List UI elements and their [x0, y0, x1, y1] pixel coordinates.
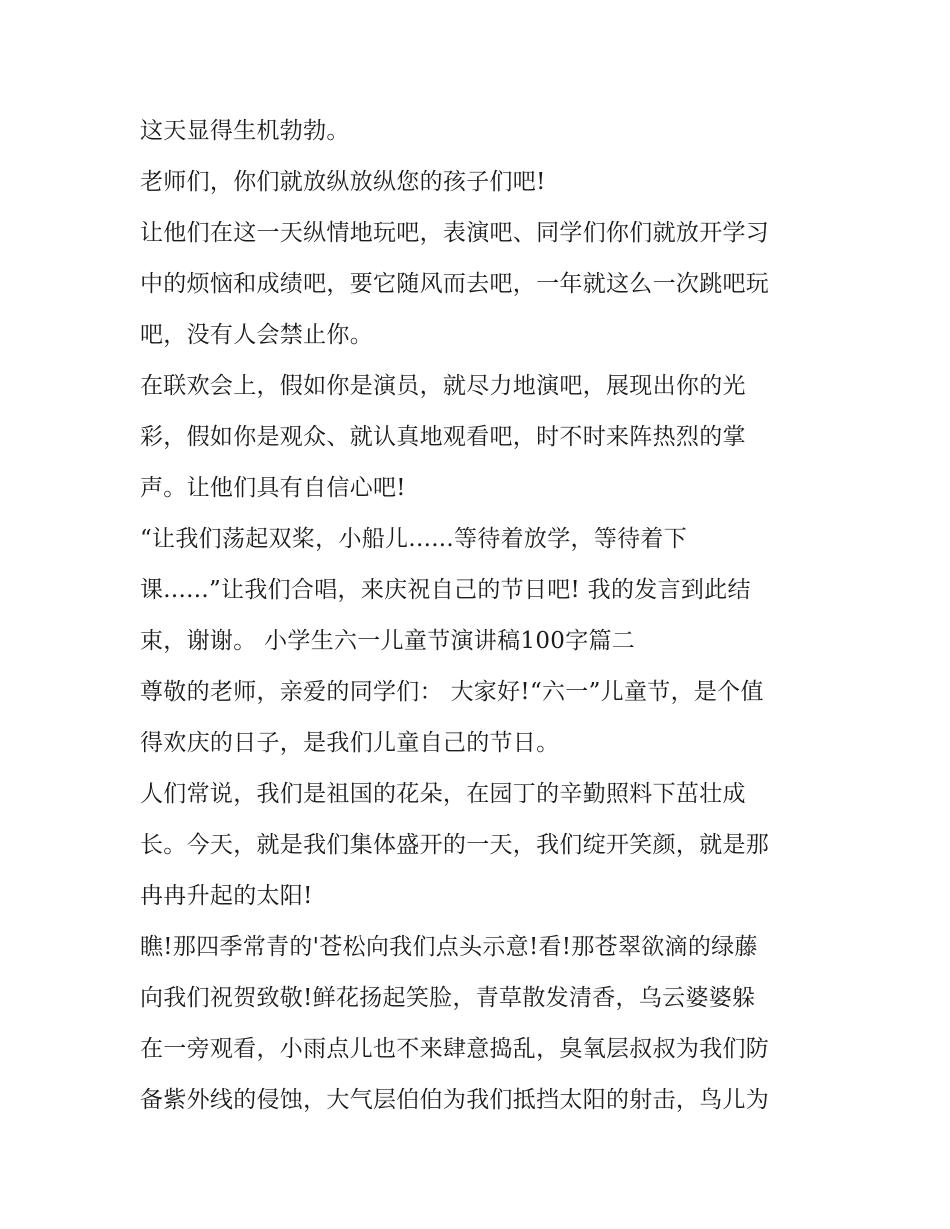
text-line: 中的烦恼和成绩吧，要它随风而去吧，一年就这么一次跳吧玩 [140, 271, 770, 297]
text-line: 在联欢会上，假如你是演员，就尽力地演吧，展现出你的光 [140, 373, 746, 399]
text-line: 瞧!那四季常青的'苍松向我们点头示意!看!那苍翠欲滴的绿藤 [140, 934, 758, 960]
text-line: 向我们祝贺致敬!鲜花扬起笑脸，青草散发清香，乌云婆婆躲 [140, 985, 756, 1011]
text-line: 课......”让我们合唱，来庆祝自己的节日吧! 我的发言到此结 [140, 577, 751, 603]
text-line: 这天显得生机勃勃。 [140, 118, 350, 144]
text-line: 束，谢谢。 小学生六一儿童节演讲稿100字篇二 [140, 628, 636, 654]
text-line: 长。今天，就是我们集体盛开的一天，我们绽开笑颜，就是那 [140, 832, 770, 858]
text-line: 尊敬的老师，亲爱的同学们： 大家好!“六一”儿童节，是个值 [140, 679, 764, 705]
text-line: 冉冉升起的太阳! [140, 883, 313, 909]
text-line: “让我们荡起双桨，小船儿......等待着放学，等待着下 [140, 526, 688, 552]
text-line: 彩，假如你是观众、就认真地观看吧，时不时来阵热烈的掌 [140, 424, 746, 450]
text-line: 声。让他们具有自信心吧! [140, 475, 406, 501]
text-line: 老师们，你们就放纵放纵您的孩子们吧! [140, 169, 546, 195]
text-line: 人们常说，我们是祖国的花朵，在园丁的辛勤照料下茁壮成 [140, 781, 746, 807]
text-line: 让他们在这一天纵情地玩吧，表演吧、同学们你们就放开学习 [140, 220, 770, 246]
text-line: 备紫外线的侵蚀，大气层伯伯为我们抵挡太阳的射击，鸟儿为 [140, 1087, 770, 1113]
document-body [140, 106, 820, 1126]
text-line: 吧，没有人会禁止你。 [140, 322, 373, 348]
text-line: 得欢庆的日子，是我们儿童自己的节日。 [140, 730, 560, 756]
text-line: 在一旁观看，小雨点儿也不来肆意捣乱，臭氧层叔叔为我们防 [140, 1036, 770, 1062]
